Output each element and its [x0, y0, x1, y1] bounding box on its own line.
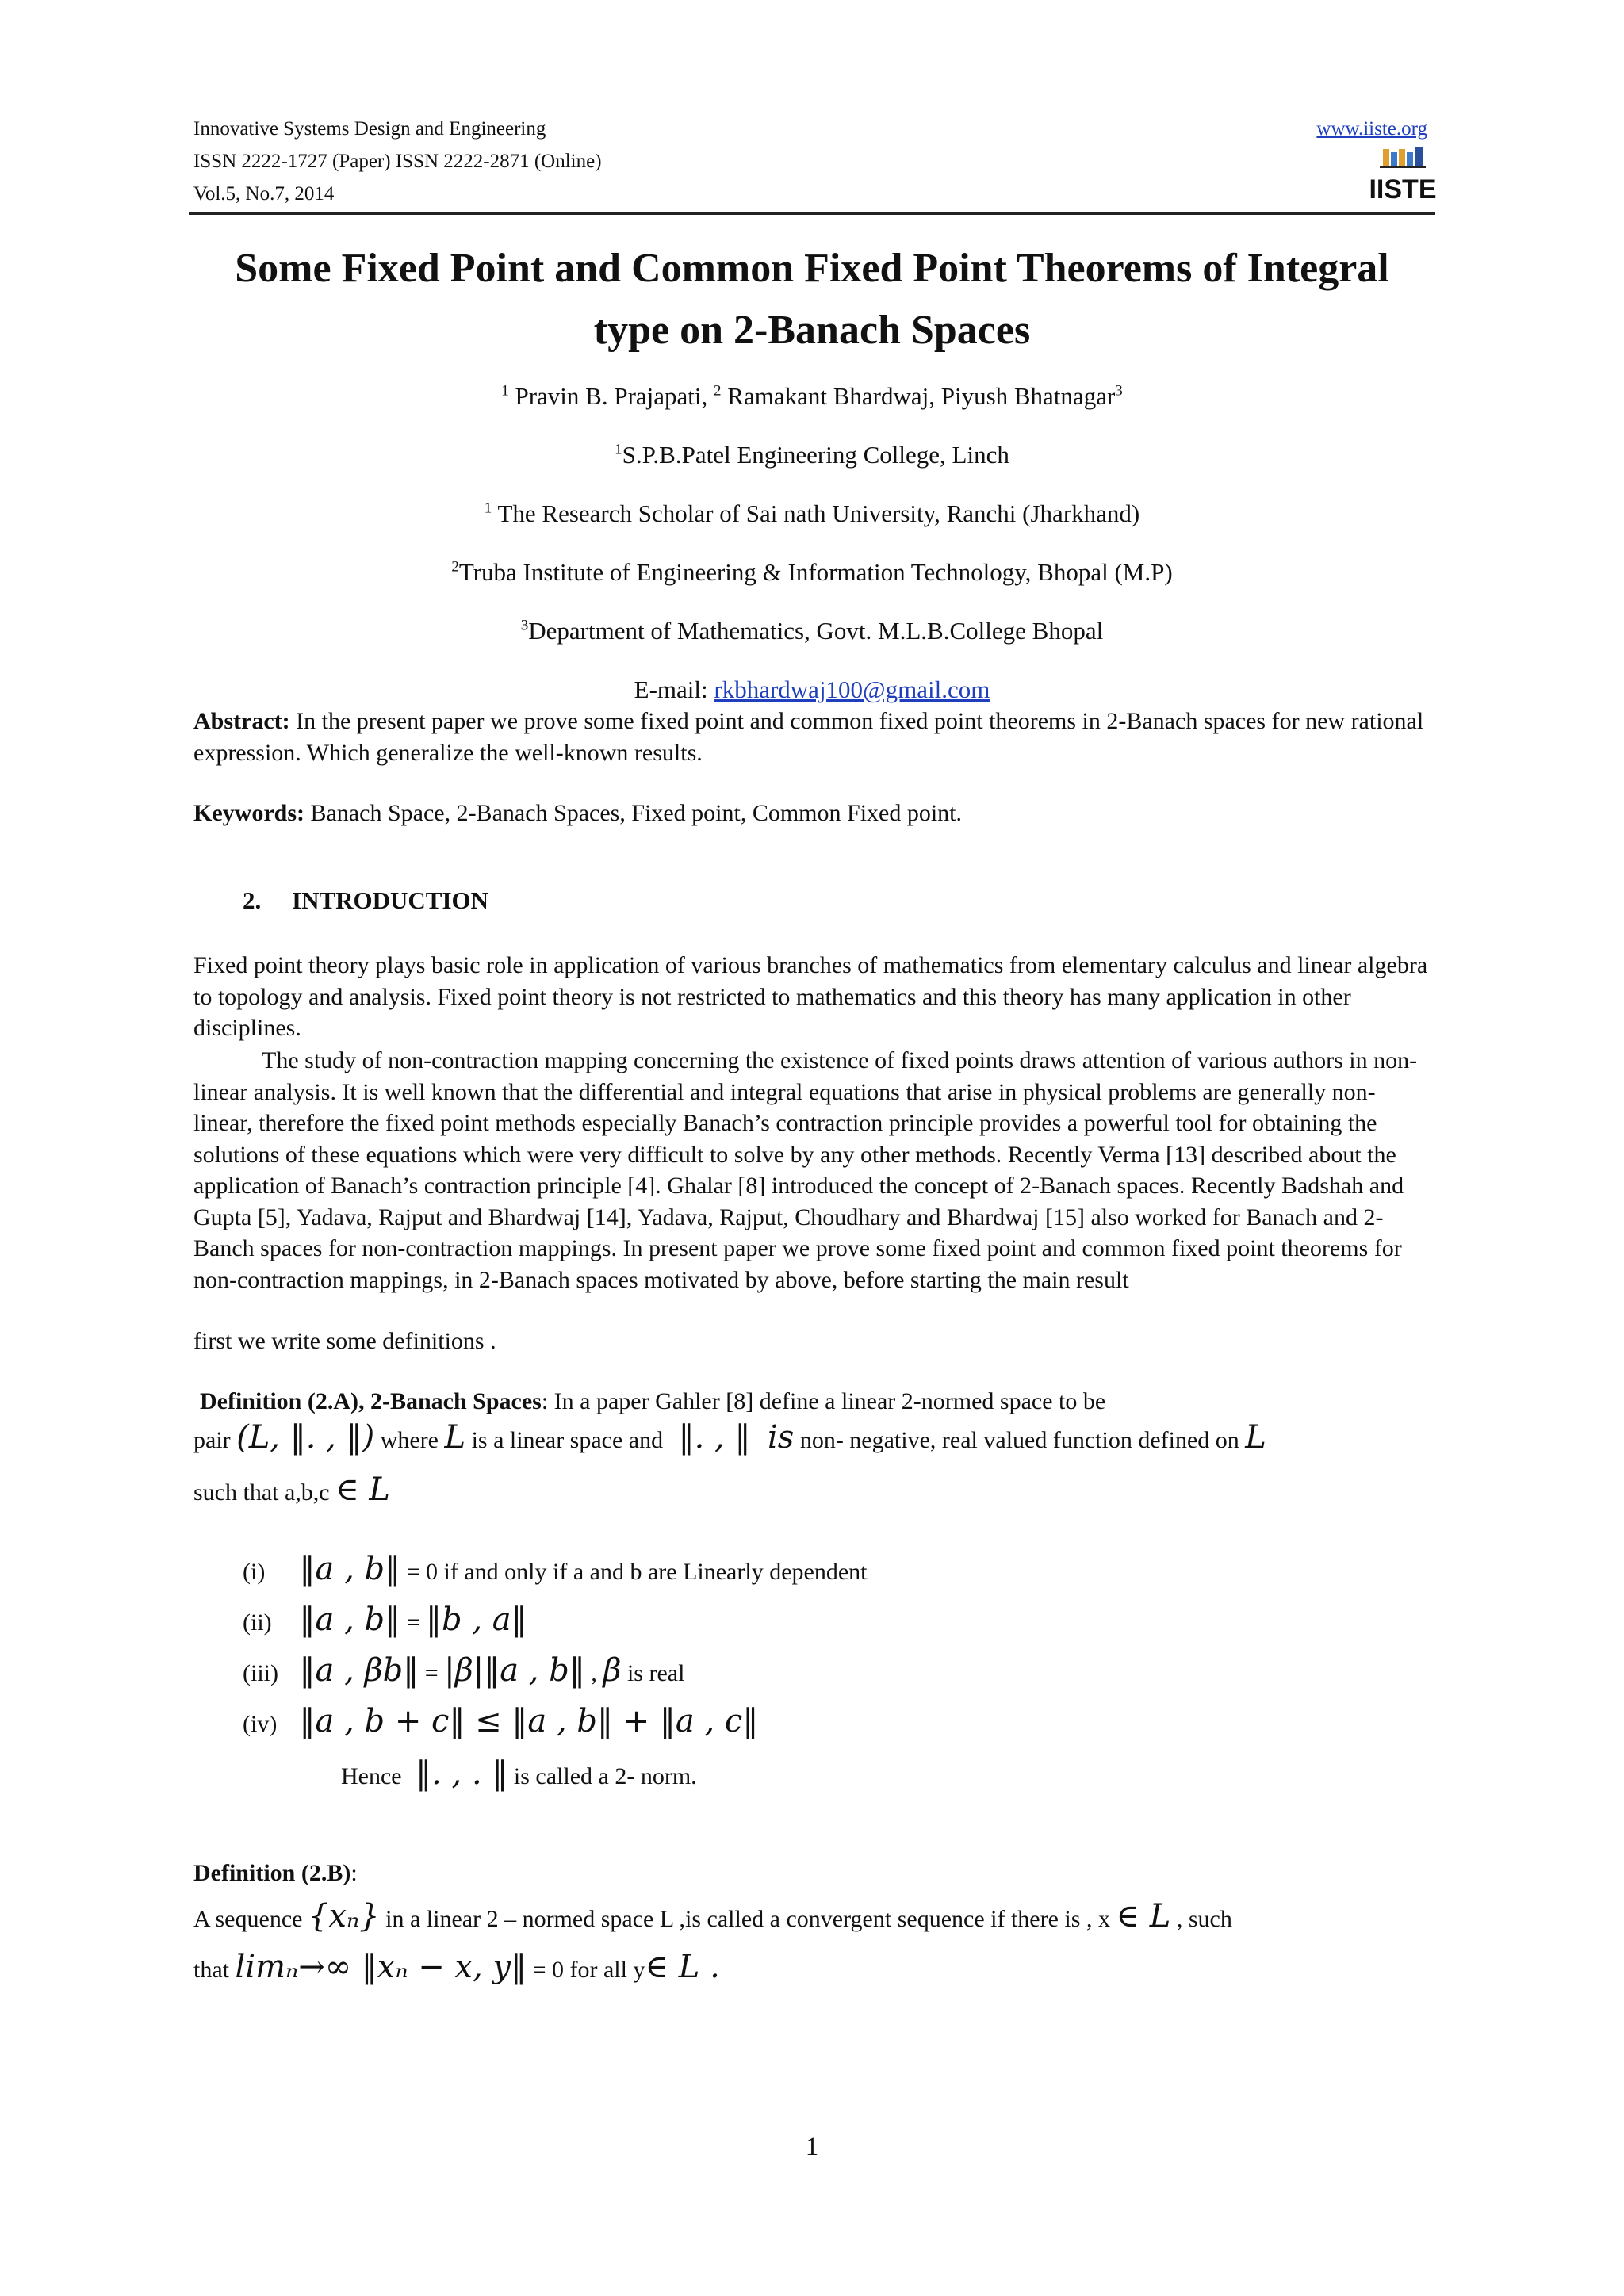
- def-2a-pair-line: [193, 1419, 1266, 1456]
- affiliation-text: Truba Institute of Engineering & Information Technology, Bhopal (M.P): [458, 558, 1173, 586]
- equals-sign: =: [424, 1660, 439, 1686]
- axiom-math: ‖a , b + c‖ ≤ ‖a , b‖ + ‖a , c‖: [299, 1703, 759, 1739]
- sequence-text: in a linear 2 – normed space L ,is called a convergent sequence if there is , x: [385, 1906, 1110, 1932]
- affiliation-sup: 2: [451, 558, 459, 576]
- hence-line: [341, 1755, 697, 1792]
- sequence-text: A sequence: [193, 1906, 303, 1932]
- comma: ,: [591, 1660, 597, 1686]
- affiliation-text: The Research Scholar of Sai nath University, Ranchi (Jharkhand): [492, 499, 1140, 527]
- abstract-label: Abstract:: [193, 708, 290, 734]
- header-rule: [189, 212, 1435, 215]
- section-heading: [243, 886, 488, 915]
- axiom-math: ‖a , b‖: [299, 1551, 401, 1587]
- axiom-number: (i): [243, 1559, 266, 1585]
- affiliation-sup: 1: [615, 441, 622, 458]
- author-2-sup: 2: [714, 382, 722, 400]
- author-2-3-names: Ramakant Bhardwaj, Piyush Bhatnagar: [721, 382, 1116, 410]
- axiom-math: ‖a , b‖: [299, 1601, 401, 1638]
- limit-text: = 0 for all y: [532, 1957, 645, 1983]
- pair-word: pair: [193, 1427, 231, 1453]
- axiom-math: ‖a , βb‖: [299, 1652, 419, 1689]
- running-header: [193, 113, 602, 210]
- keywords: [193, 798, 1431, 829]
- abstract: [193, 706, 1431, 768]
- authors-line: [159, 381, 1465, 412]
- such-that-line: [193, 1471, 390, 1508]
- def-2a-label: Definition (2.A), 2-Banach Spaces: [200, 1388, 542, 1414]
- L-symbol: L: [444, 1419, 466, 1456]
- page-number: 1: [805, 2133, 819, 2161]
- def-2a-intro: [200, 1386, 1437, 1418]
- journal-website-link[interactable]: www.iiste.org: [1316, 118, 1427, 140]
- such-text: , such: [1176, 1906, 1232, 1932]
- hence-math: ‖. , . ‖: [416, 1755, 508, 1792]
- intro-paragraph-3: first we write some definitions .: [193, 1328, 496, 1354]
- affiliation-3: [159, 557, 1465, 588]
- norm-axiom-2: [243, 1601, 527, 1638]
- intro-paragraph-2: The study of non-contraction mapping concerning the existence of fixed points draws attention of various authors in non-linear analysis. It is well known that the differential and integral equations that arise in physical problems are generally non-linear, therefore the fixed point methods especially Banach’s contraction principle provides a powerful tool for obtaining the solutions of these equations which were very difficult to solve by any other methods. Recently Verma [13] described about the application of Banach’s contraction principle [4]. Ghalar [8] introduced the concept of 2-Banach spaces. Recently Badshah and Gupta [5], Yadava, Rajput and Bhardwaj [14], Yadava, Rajput, Choudhary and Bhardwaj [15] also worked for Banach and 2-Banch spaces for non-contraction mappings. In present paper we prove some fixed point and common fixed point theorems for non-contraction mappings, in 2-Banach spaces motivated by above, before starting the main result: [193, 1047, 1418, 1293]
- is-math: is: [767, 1419, 795, 1456]
- keywords-label: Keywords:: [193, 800, 304, 826]
- journal-name: Innovative Systems Design and Engineering: [193, 118, 546, 140]
- norm-axiom-4: [243, 1703, 758, 1739]
- axiom-number: (ii): [243, 1609, 272, 1636]
- axiom-text: is real: [626, 1660, 685, 1686]
- axiom-math: |β|‖a , b‖: [444, 1652, 585, 1689]
- intro-paragraph-1: Fixed point theory plays basic role in application of various branches of mathematics from elementary calculus and linear algebra to topology and analysis. Fixed point theory is not restricted to mathematics and this theory has many application in other disciplines.: [193, 952, 1428, 1041]
- email-label: E-mail:: [634, 675, 714, 703]
- keywords-text: Banach Space, 2-Banach Spaces, Fixed point, Common Fixed point.: [304, 800, 963, 826]
- affiliation-2: [159, 498, 1465, 530]
- limit-math: limₙ→∞ ‖xₙ − x, y‖: [235, 1949, 527, 1985]
- email-line: [159, 674, 1465, 706]
- pair-math: (L, ‖. , ‖): [236, 1419, 375, 1456]
- element-of-L: ∈ L .: [645, 1949, 720, 1985]
- element-of-L: ∈ L: [335, 1471, 390, 1508]
- issn-line: ISSN 2222-1727 (Paper) ISSN 2222-2871 (Online): [193, 151, 602, 172]
- title-line-2: type on 2-Banach Spaces: [593, 308, 1031, 353]
- beta-symbol: β: [603, 1652, 622, 1689]
- def-2b-heading: [193, 1860, 358, 1887]
- affiliation-sup: 1: [484, 499, 492, 517]
- affiliation-sup: 3: [520, 617, 529, 634]
- such-that-text: such that a,b,c: [193, 1479, 330, 1506]
- title-line-1: Some Fixed Point and Common Fixed Point Theorems of Integral: [235, 246, 1389, 291]
- equals-sign: =: [406, 1609, 420, 1636]
- L-symbol: L: [1245, 1419, 1266, 1456]
- norm-axiom-1: [243, 1551, 867, 1587]
- nonneg-text: non- negative, real valued function defined on: [799, 1427, 1239, 1453]
- def-2b-label: Definition (2.B): [193, 1860, 351, 1886]
- axiom-number: (iii): [243, 1660, 278, 1686]
- affiliation-4: [159, 615, 1465, 647]
- paper-title: [159, 238, 1465, 362]
- hence-word: Hence: [341, 1763, 402, 1789]
- def-2a-text: : In a paper Gahler [8] define a linear 2-normed space to be: [541, 1388, 1106, 1414]
- logo-text: IISTE: [1369, 174, 1437, 205]
- element-of-L: ∈ L: [1116, 1898, 1171, 1934]
- norm-axiom-3: [243, 1652, 684, 1689]
- email-link[interactable]: rkbhardwaj100@gmail.com: [714, 675, 990, 703]
- def-2b-sequence-line: [193, 1898, 1232, 1934]
- affiliation-text: S.P.B.Patel Engineering College, Linch: [622, 441, 1009, 469]
- affiliation-1: [159, 439, 1465, 471]
- norm-math: ‖. , ‖: [678, 1419, 751, 1456]
- abstract-text: In the present paper we prove some fixed point and common fixed point theorems in 2-Banach spaces for new rational expression. Which generalize the well-known results.: [193, 708, 1424, 766]
- axiom-number: (iv): [243, 1711, 278, 1737]
- author-1-sup: 1: [501, 382, 509, 400]
- colon: :: [350, 1860, 358, 1886]
- where-word: where: [380, 1427, 439, 1453]
- hence-text: is called a 2- norm.: [513, 1763, 697, 1789]
- sequence-math: {xₙ}: [308, 1898, 380, 1934]
- axiom-text: = 0 if and only if a and b are Linearly dependent: [406, 1559, 868, 1585]
- axiom-math: ‖b , a‖: [426, 1601, 527, 1638]
- iiste-logo: [1369, 147, 1437, 205]
- section-title: INTRODUCTION: [292, 886, 489, 914]
- section-number: 2.: [243, 886, 262, 914]
- volume-line: Vol.5, No.7, 2014: [193, 183, 335, 205]
- def-2b-limit-line: [193, 1949, 720, 1985]
- that-word: that: [193, 1957, 229, 1983]
- author-1-name: Pravin B. Prajapati,: [508, 382, 714, 410]
- author-3-sup: 3: [1115, 382, 1123, 400]
- is-linear-text: is a linear space and: [471, 1427, 664, 1453]
- affiliation-text: Department of Mathematics, Govt. M.L.B.College Bhopal: [528, 617, 1104, 645]
